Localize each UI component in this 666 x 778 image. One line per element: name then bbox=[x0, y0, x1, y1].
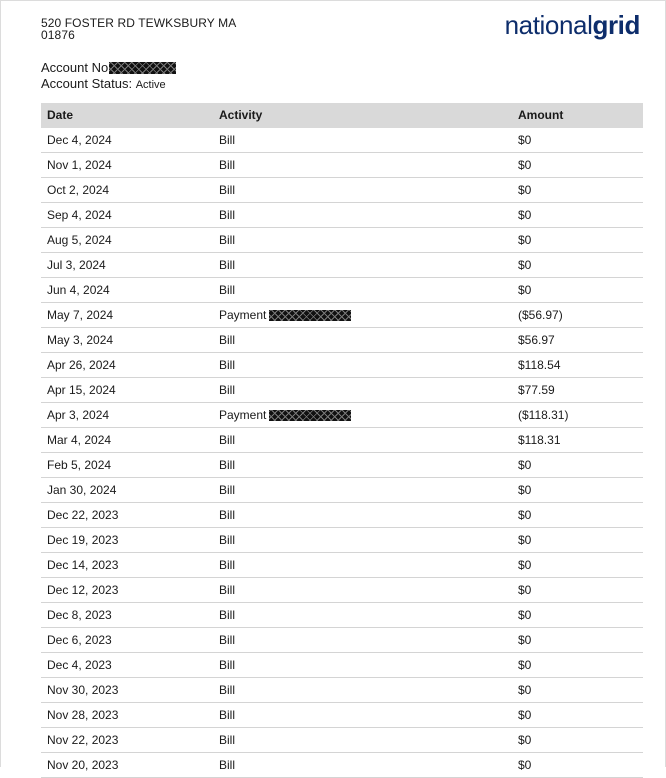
service-address bbox=[41, 17, 236, 41]
row-amount: $56.97 bbox=[518, 333, 555, 347]
logo-text-grid: grid bbox=[592, 10, 640, 40]
row-activity bbox=[219, 328, 235, 353]
table-row bbox=[41, 353, 643, 378]
row-date: Jun 4, 2024 bbox=[47, 283, 110, 297]
table-row bbox=[41, 728, 643, 753]
row-date: Jan 30, 2024 bbox=[47, 483, 117, 497]
row-amount: $0 bbox=[518, 708, 532, 722]
row-amount: ($56.97) bbox=[518, 308, 563, 322]
row-amount: $118.31 bbox=[518, 433, 561, 447]
column-header-activity: Activity bbox=[219, 108, 263, 122]
table-row bbox=[41, 203, 643, 228]
row-date: Dec 14, 2023 bbox=[47, 558, 119, 572]
row-date: Nov 20, 2023 bbox=[47, 758, 119, 772]
table-row bbox=[41, 603, 643, 628]
column-header-amount: Amount bbox=[518, 108, 564, 122]
row-date: Mar 4, 2024 bbox=[47, 433, 112, 447]
row-amount: $77.59 bbox=[518, 383, 555, 397]
table-row bbox=[41, 628, 643, 653]
row-activity bbox=[219, 478, 235, 503]
row-activity-label: Bill bbox=[219, 758, 236, 772]
row-activity-label: Bill bbox=[219, 458, 236, 472]
row-activity-label: Bill bbox=[219, 333, 236, 347]
row-activity bbox=[219, 128, 235, 153]
row-amount: $0 bbox=[518, 633, 532, 647]
row-date: Nov 30, 2023 bbox=[47, 683, 119, 697]
row-activity bbox=[219, 353, 235, 378]
row-amount: $0 bbox=[518, 608, 532, 622]
row-activity-label: Bill bbox=[219, 733, 236, 747]
row-activity-label: Bill bbox=[219, 383, 236, 397]
row-date: Dec 19, 2023 bbox=[47, 533, 119, 547]
row-activity bbox=[219, 153, 235, 178]
table-row bbox=[41, 278, 643, 303]
row-amount: $0 bbox=[518, 558, 532, 572]
row-date: Jul 3, 2024 bbox=[47, 258, 106, 272]
row-activity-label: Bill bbox=[219, 208, 236, 222]
table-row bbox=[41, 303, 643, 328]
table-row bbox=[41, 153, 643, 178]
row-activity bbox=[219, 653, 235, 678]
row-date: Oct 2, 2024 bbox=[47, 183, 110, 197]
row-amount: ($118.31) bbox=[518, 408, 569, 422]
row-activity bbox=[219, 228, 235, 253]
row-amount: $0 bbox=[518, 283, 532, 297]
row-amount: $0 bbox=[518, 258, 532, 272]
column-header-date: Date bbox=[47, 108, 74, 122]
row-activity-label: Bill bbox=[219, 483, 236, 497]
row-activity bbox=[219, 378, 235, 403]
table-row bbox=[41, 428, 643, 453]
row-activity bbox=[219, 603, 235, 628]
account-number-line bbox=[41, 60, 176, 76]
row-amount: $0 bbox=[518, 483, 532, 497]
row-activity-label: Bill bbox=[219, 608, 236, 622]
row-date: Dec 4, 2024 bbox=[47, 133, 112, 147]
row-activity bbox=[219, 278, 235, 303]
row-amount: $0 bbox=[518, 733, 532, 747]
row-activity-label: Bill bbox=[219, 633, 236, 647]
row-activity bbox=[219, 203, 235, 228]
row-amount: $0 bbox=[518, 183, 532, 197]
table-row bbox=[41, 528, 643, 553]
row-activity-label: Bill bbox=[219, 233, 236, 247]
redacted-account-number bbox=[109, 62, 176, 74]
row-activity-label: Bill bbox=[219, 708, 236, 722]
table-body bbox=[41, 128, 643, 778]
row-activity-label: Bill bbox=[219, 283, 236, 297]
row-activity-label: Payment bbox=[219, 308, 267, 322]
row-activity bbox=[219, 503, 235, 528]
row-date: Aug 5, 2024 bbox=[47, 233, 112, 247]
row-date: Apr 3, 2024 bbox=[47, 408, 110, 422]
row-amount: $118.54 bbox=[518, 358, 561, 372]
row-activity bbox=[219, 628, 235, 653]
row-amount: $0 bbox=[518, 658, 532, 672]
national-grid-logo bbox=[505, 10, 640, 41]
address-line-1: 520 FOSTER RD TEWKSBURY MA bbox=[41, 16, 237, 30]
row-amount: $0 bbox=[518, 158, 532, 172]
row-activity-label: Bill bbox=[219, 433, 236, 447]
row-date: Dec 22, 2023 bbox=[47, 508, 119, 522]
row-amount: $0 bbox=[518, 458, 532, 472]
table-row bbox=[41, 553, 643, 578]
row-amount: $0 bbox=[518, 583, 532, 597]
row-date: May 7, 2024 bbox=[47, 308, 114, 322]
table-row bbox=[41, 703, 643, 728]
row-activity bbox=[219, 728, 235, 753]
row-activity-label: Bill bbox=[219, 258, 236, 272]
row-date: Sep 4, 2024 bbox=[47, 208, 112, 222]
row-amount: $0 bbox=[518, 233, 532, 247]
row-date: Dec 6, 2023 bbox=[47, 633, 112, 647]
row-amount: $0 bbox=[518, 133, 532, 147]
row-activity-label: Bill bbox=[219, 583, 236, 597]
row-activity-label: Bill bbox=[219, 533, 236, 547]
activity-table bbox=[41, 103, 643, 778]
table-row bbox=[41, 228, 643, 253]
row-activity bbox=[219, 528, 235, 553]
table-row bbox=[41, 328, 643, 353]
account-status-label: Account Status: bbox=[41, 76, 133, 91]
row-activity bbox=[219, 428, 235, 453]
row-activity bbox=[219, 253, 235, 278]
row-date: Nov 1, 2024 bbox=[47, 158, 112, 172]
table-row bbox=[41, 253, 643, 278]
row-amount: $0 bbox=[518, 683, 532, 697]
row-date: Nov 28, 2023 bbox=[47, 708, 119, 722]
row-activity-label: Payment bbox=[219, 408, 267, 422]
account-info bbox=[41, 60, 176, 92]
row-activity bbox=[219, 753, 235, 778]
row-activity bbox=[219, 178, 235, 203]
address-line-2: 01876 bbox=[41, 28, 75, 42]
table-row bbox=[41, 653, 643, 678]
logo-text-national: national bbox=[504, 10, 593, 40]
row-amount: $0 bbox=[518, 758, 532, 772]
table-row bbox=[41, 578, 643, 603]
table-row bbox=[41, 453, 643, 478]
row-activity bbox=[219, 553, 235, 578]
row-activity-label: Bill bbox=[219, 558, 236, 572]
row-date: May 3, 2024 bbox=[47, 333, 114, 347]
row-date: Apr 15, 2024 bbox=[47, 383, 116, 397]
row-activity-label: Bill bbox=[219, 358, 236, 372]
row-activity bbox=[219, 403, 351, 428]
table-row bbox=[41, 178, 643, 203]
row-activity bbox=[219, 453, 235, 478]
row-date: Apr 26, 2024 bbox=[47, 358, 116, 372]
table-row bbox=[41, 503, 643, 528]
row-activity bbox=[219, 303, 351, 328]
table-row bbox=[41, 478, 643, 503]
row-activity-label: Bill bbox=[219, 133, 236, 147]
account-status-line bbox=[41, 76, 176, 92]
account-status-value: Active bbox=[135, 79, 166, 91]
row-amount: $0 bbox=[518, 208, 532, 222]
account-number-label: Account No bbox=[41, 60, 109, 75]
row-date: Feb 5, 2024 bbox=[47, 458, 112, 472]
row-date: Dec 8, 2023 bbox=[47, 608, 112, 622]
row-activity bbox=[219, 703, 235, 728]
row-date: Nov 22, 2023 bbox=[47, 733, 119, 747]
row-activity-label: Bill bbox=[219, 508, 236, 522]
table-row bbox=[41, 378, 643, 403]
row-activity bbox=[219, 578, 235, 603]
row-date: Dec 12, 2023 bbox=[47, 583, 119, 597]
table-row bbox=[41, 753, 643, 778]
redacted-payment-detail bbox=[269, 410, 351, 421]
row-amount: $0 bbox=[518, 533, 532, 547]
row-activity-label: Bill bbox=[219, 183, 236, 197]
redacted-payment-detail bbox=[269, 310, 351, 321]
row-date: Dec 4, 2023 bbox=[47, 658, 112, 672]
row-activity-label: Bill bbox=[219, 683, 236, 697]
table-row bbox=[41, 678, 643, 703]
row-activity bbox=[219, 678, 235, 703]
row-activity-label: Bill bbox=[219, 158, 236, 172]
table-row bbox=[41, 128, 643, 153]
table-header bbox=[41, 103, 643, 128]
table-row bbox=[41, 403, 643, 428]
row-activity-label: Bill bbox=[219, 658, 236, 672]
row-amount: $0 bbox=[518, 508, 532, 522]
